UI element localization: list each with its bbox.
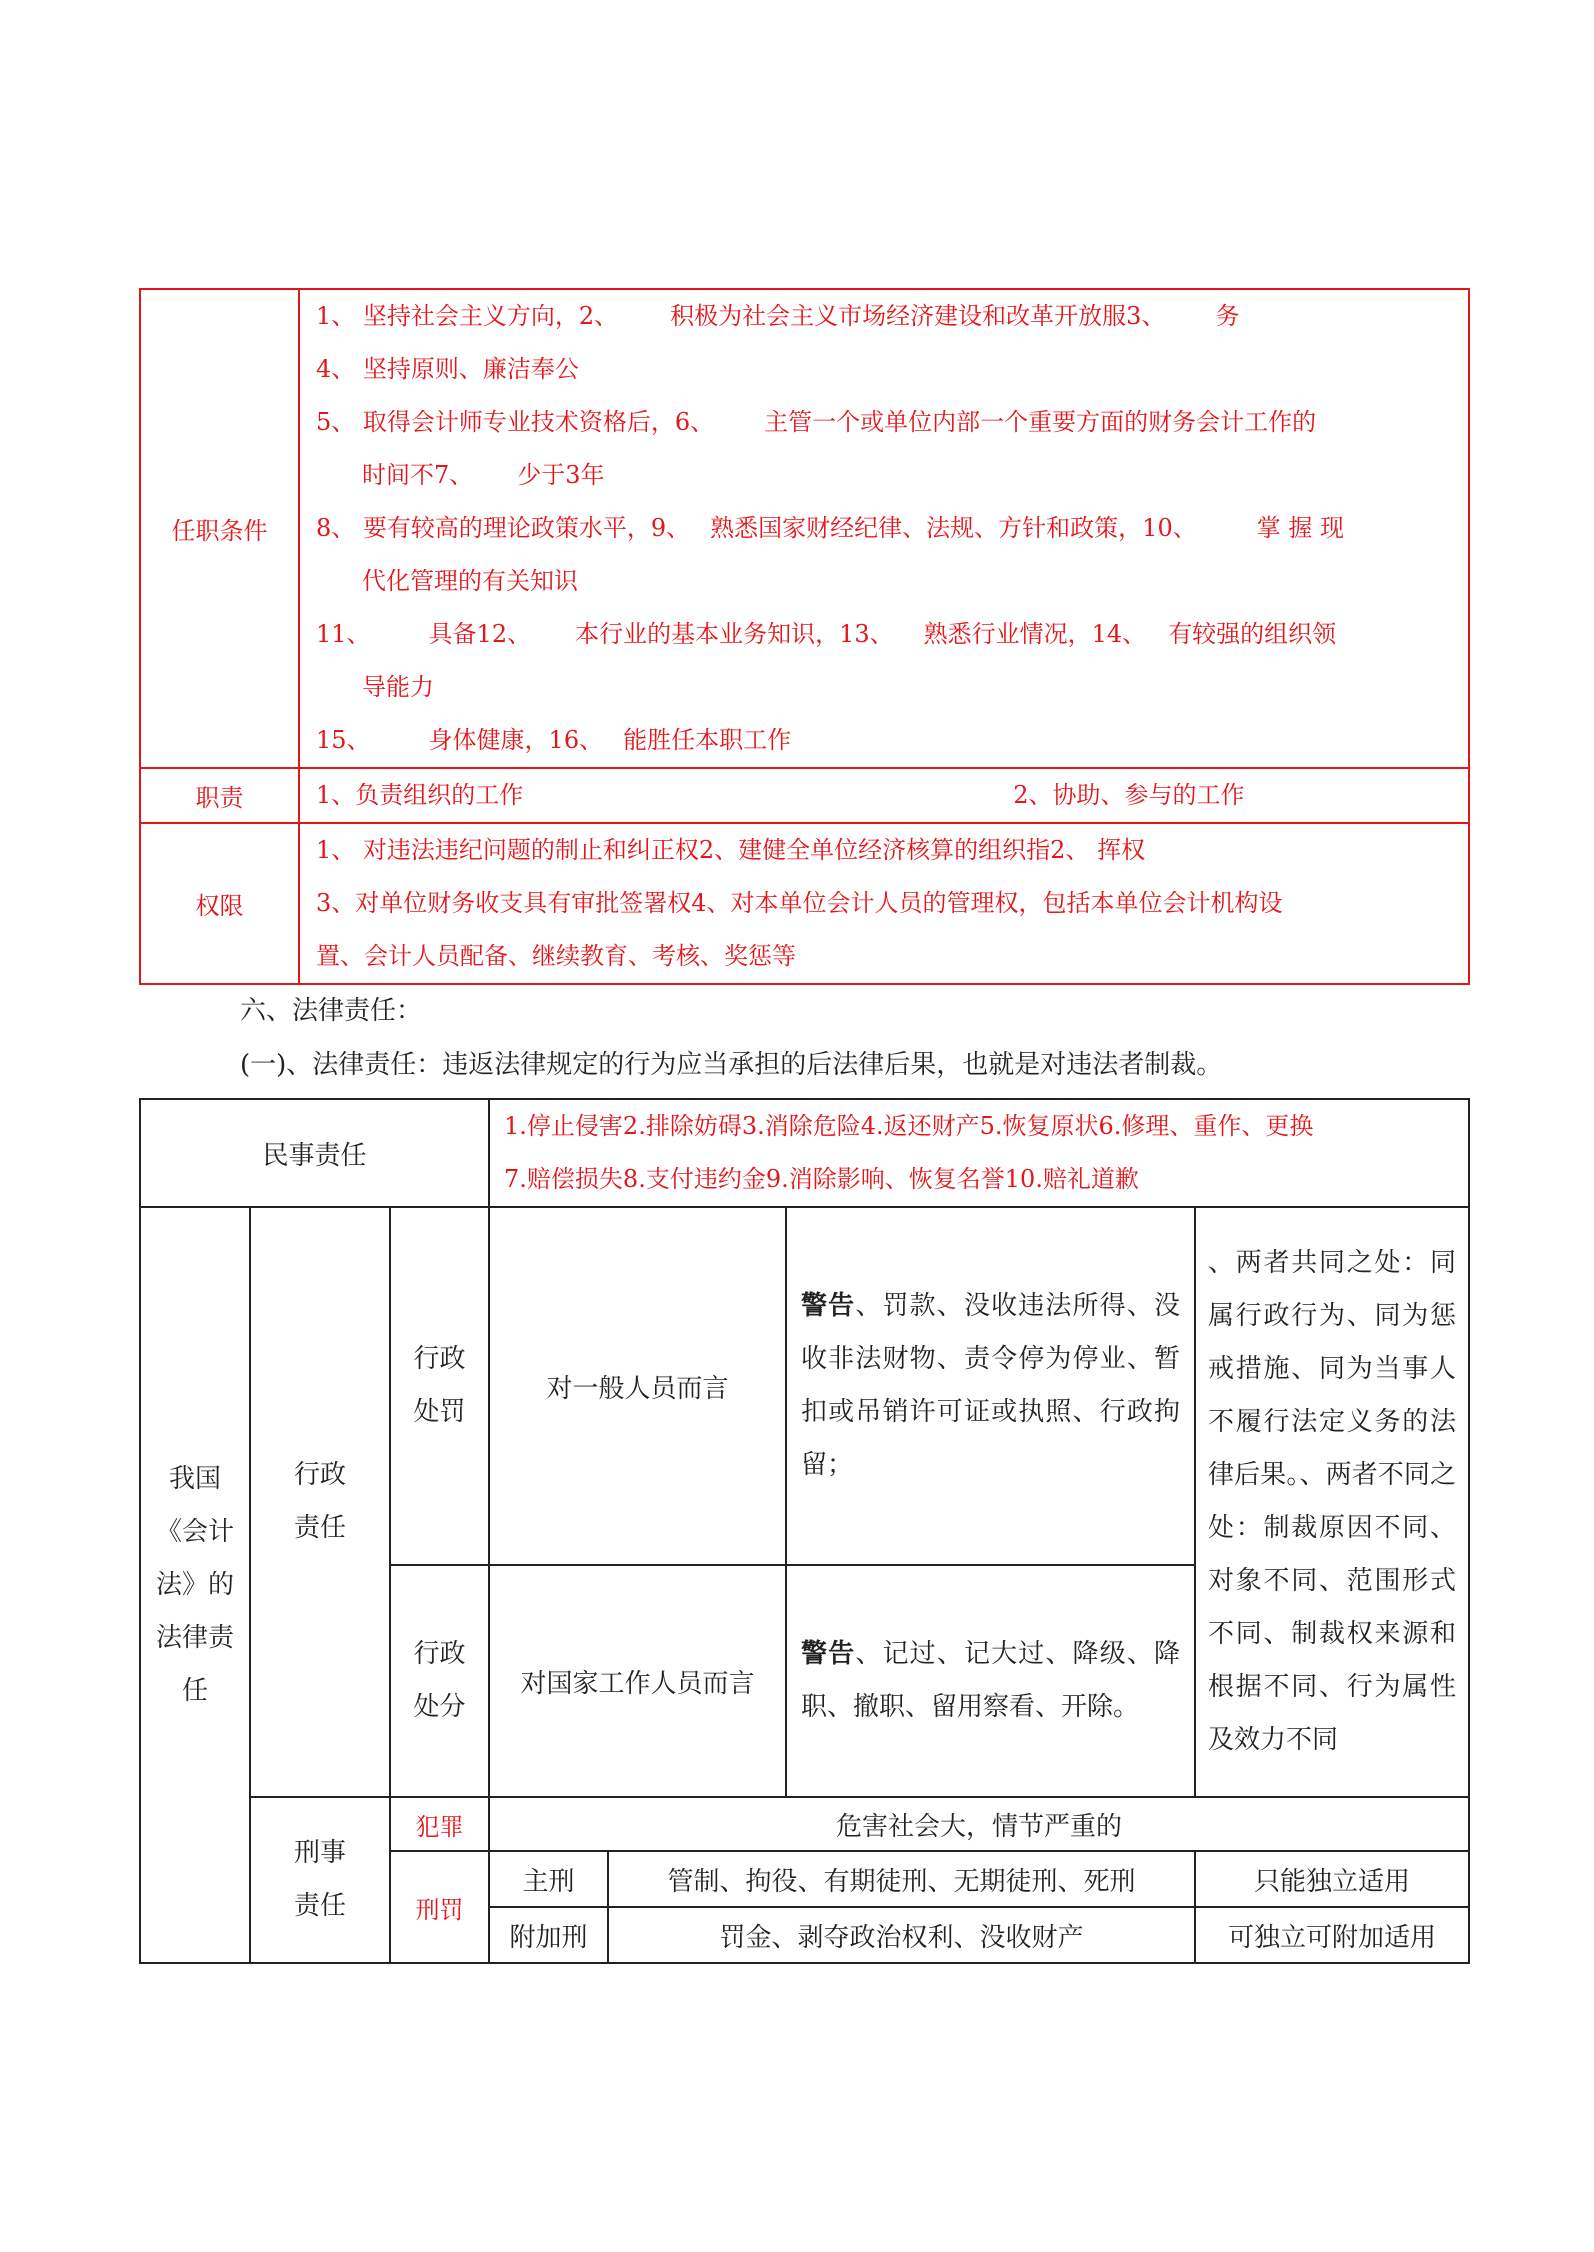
quanxian-line-1: 1、 对违法违纪问题的制止和纠正权2、建健全单位经济核算的组织指2、 挥权 xyxy=(316,836,1146,864)
chufa-measures-text: 、罚款、没收违法所得、没收非法财物、责令停为停业、暂扣或吊销许可证或执照、行政拘留； xyxy=(801,1291,1181,1480)
legal-liability-table xyxy=(139,1098,1470,1964)
minshi-line-2: 7.赔偿损失8.支付违约金9.消除影响、恢复名誉10.赔礼道歉 xyxy=(504,1165,1139,1193)
zhize-label: 职责 xyxy=(140,768,299,823)
zhuxing-note: 只能独立适用 xyxy=(1195,1851,1469,1907)
duties-table xyxy=(139,288,1470,985)
quanxian-line-3: 置、会计人员配备、继续教育、考核、奖惩等 xyxy=(316,942,796,970)
renzhi-line-6: 代化管理的有关知识 xyxy=(362,567,578,595)
renzhi-line-5a: 8、 要有较高的理论政策水平，9、 xyxy=(316,514,691,542)
renzhi-line-5b: 熟悉国家财经纪律、法规、方针和政策，10、 xyxy=(710,514,1197,542)
renzhi-line-9b: 身体健康，16、 xyxy=(428,726,604,754)
renzhi-line-8: 导能力 xyxy=(362,673,434,701)
renzhi-content xyxy=(299,289,1469,768)
section-definition: (一)、法律责任：违返法律规定的行为应当承担的后法律后果，也就是对违法者制裁。 xyxy=(240,1050,1223,1080)
chufen-warning: 警告 xyxy=(801,1639,856,1669)
zhuxing-content: 管制、拘役、有期徒刑、无期徒刑、死刑 xyxy=(608,1851,1195,1907)
main-label: 我国《会计法》的法律责任 xyxy=(140,1207,250,1963)
fujiaxing-note: 可独立可附加适用 xyxy=(1195,1907,1469,1963)
renzhi-line-7c: 本行业的基本业务知识，13、 xyxy=(575,620,894,648)
zhize-content xyxy=(299,768,1469,823)
renzhi-line-4b: 少于3年 xyxy=(517,461,605,489)
zhuxing-label: 主刑 xyxy=(489,1851,608,1907)
renzhi-line-7a: 11、 xyxy=(316,620,371,648)
zhize-item-1: 1、负责组织的工作 xyxy=(316,781,524,809)
renzhi-line-1b: 积极为社会主义市场经济建设和改革开放服3、 xyxy=(670,302,1166,330)
renzhi-line-3a: 5、 取得会计师专业技术资格后，6、 xyxy=(316,408,715,436)
chufen-label: 行政处分 xyxy=(390,1565,489,1797)
fanzui-desc: 危害社会大，情节严重的 xyxy=(489,1797,1469,1851)
renzhi-line-7d: 熟悉行业情况，14、 xyxy=(923,620,1147,648)
fujiaxing-content: 罚金、剥夺政治权利、没收财产 xyxy=(608,1907,1195,1963)
renzhi-line-1c: 务 xyxy=(1215,302,1240,330)
chufen-measures xyxy=(786,1565,1195,1797)
renzhi-line-5c: 掌 握 现 xyxy=(1256,514,1344,542)
quanxian-content xyxy=(299,823,1469,984)
quanxian-label: 权限 xyxy=(140,823,299,984)
fanzui-label: 犯罪 xyxy=(390,1797,489,1851)
fujiaxing-label: 附加刑 xyxy=(489,1907,608,1963)
minshi-content xyxy=(489,1099,1469,1207)
renzhi-line-4a: 时间不7、 xyxy=(362,461,474,489)
renzhi-line-3b: 主管一个或单位内部一个重要方面的财务会计工作的 xyxy=(764,408,1317,436)
chufa-target: 对一般人员而言 xyxy=(489,1207,786,1565)
xingzheng-label: 行政责任 xyxy=(250,1207,390,1797)
xingshi-label: 刑事责任 xyxy=(250,1797,390,1963)
chufen-measures-text: 、记过、记大过、降级、降职、撤职、留用察看、开除。 xyxy=(801,1639,1181,1722)
renzhi-line-9a: 15、 xyxy=(316,726,371,754)
minshi-label: 民事责任 xyxy=(140,1099,489,1207)
compare-note: 、两者共同之处：同属行政行为、同为惩戒措施、同为当事人不履行法定义务的法律后果。、两者不同之处：制裁原因不同、对象不同、范围形式不同、制裁权来源和根据不同、行为属性及效力不同 xyxy=(1195,1207,1469,1797)
quanxian-line-2: 3、对单位财务收支具有审批签署权4、对本单位会计人员的管理权，包括本单位会计机构设 xyxy=(316,889,1283,917)
renzhi-line-2: 4、 坚持原则、廉洁奉公 xyxy=(316,355,579,383)
minshi-line-1: 1.停止侵害2.排除妨碍3.消除危险4.返还财产5.恢复原状6.修理、重作、更换 xyxy=(504,1112,1314,1140)
chufen-target: 对国家工作人员而言 xyxy=(489,1565,786,1797)
section-heading: 六、法律责任： xyxy=(240,996,423,1026)
renzhi-label: 任职条件 xyxy=(140,289,299,768)
chufa-warning: 警告 xyxy=(801,1291,856,1321)
renzhi-line-9c: 能胜任本职工作 xyxy=(623,726,792,754)
zhize-item-2: 2、协助、参与的工作 xyxy=(1013,781,1245,809)
chufa-measures xyxy=(786,1207,1195,1565)
xingfa-label: 刑罚 xyxy=(390,1851,489,1963)
renzhi-line-7e: 有较强的组织领 xyxy=(1168,620,1337,648)
renzhi-line-1a: 1、 坚持社会主义方向，2、 xyxy=(316,302,619,330)
chufa-label: 行政处罚 xyxy=(390,1207,489,1565)
renzhi-line-7b: 具备12、 xyxy=(428,620,532,648)
